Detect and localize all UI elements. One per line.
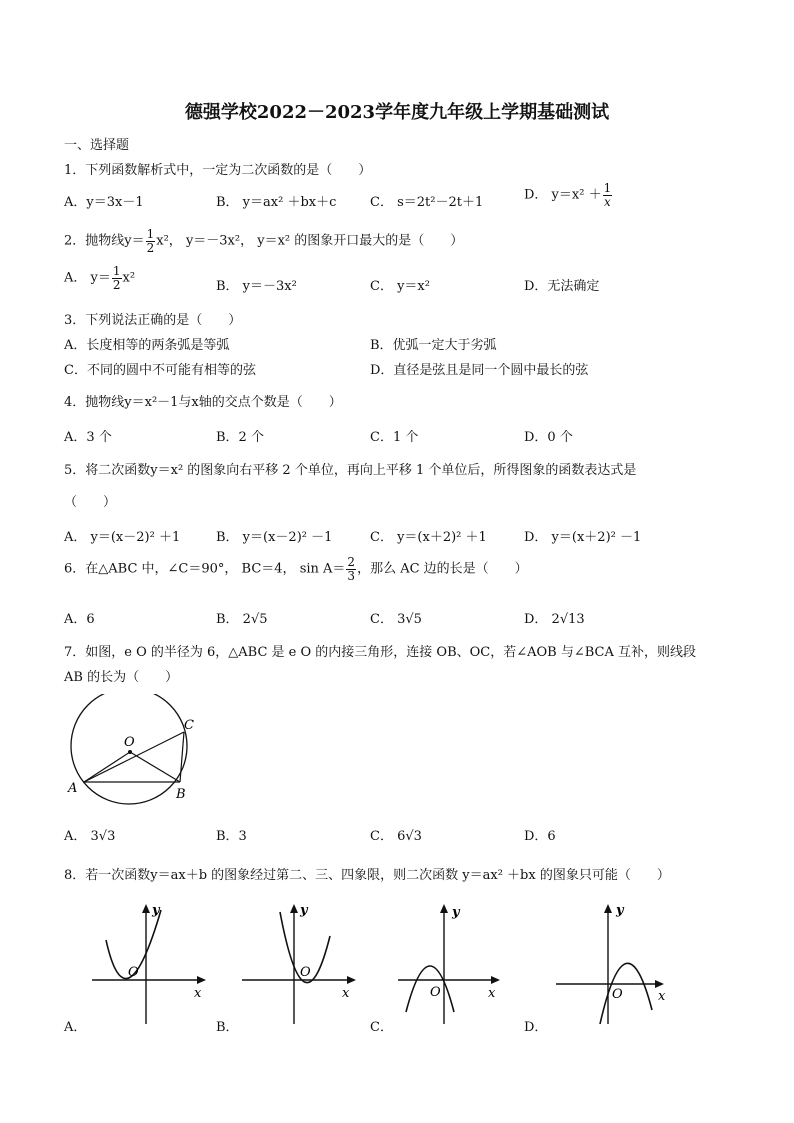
axis-y-label: y (152, 903, 160, 918)
q4-option-d: D．0 个 (524, 430, 573, 445)
section-heading: 一、选择题 (64, 138, 130, 153)
q8-graph-a (88, 900, 212, 1030)
q1-option-b: B． y＝ax² ＋bx＋c (216, 195, 337, 210)
axis-y-label: y (452, 905, 460, 920)
q3-option-b: B．优弧一定大于劣弧 (370, 338, 497, 353)
q8-graph-d (552, 900, 676, 1030)
q7-stem-line2: AB 的长为（ ） (64, 670, 179, 685)
q8-graph-c (394, 900, 518, 1030)
origin-label: O (612, 987, 623, 1002)
center-dot (128, 750, 132, 754)
q8-option-d: D． (524, 1020, 548, 1035)
q1-option-a: A．y＝3x－1 (64, 195, 144, 210)
origin-label: O (430, 985, 441, 1000)
q1-stem: 1．下列函数解析式中，一定为二次函数的是（ ） (64, 163, 372, 178)
q7-option-a: A． 3√3 (64, 829, 116, 844)
axis-x-label: x (488, 986, 496, 1001)
q4-stem: 4．抛物线y＝x²－1与x轴的交点个数是（ ） (64, 395, 342, 410)
q3-stem: 3．下列说法正确的是（ ） (64, 313, 242, 328)
axis-y-label: y (300, 903, 308, 918)
q5-option-a: A． y＝(x－2)² ＋1 (64, 530, 181, 545)
q3-option-d: D．直径是弦且是同一个圆中最长的弦 (370, 363, 589, 378)
q5-option-b: B． y＝(x－2)² －1 (216, 530, 333, 545)
q6-stem: 6．在△ABC 中，∠C＝90°， BC＝4， sin A＝ $\frac{2}{3}$ ，那么 AC 边的长是（ ） (64, 555, 528, 583)
q2-option-d: D．无法确定 (524, 279, 600, 294)
label-c: C (184, 718, 194, 733)
axis-y-label: y (616, 903, 624, 918)
q6-option-b: B． 2√5 (216, 612, 268, 627)
q6-option-c: C． 3√5 (370, 612, 422, 627)
q4-option-c: C．1 个 (370, 430, 419, 445)
q8-option-a: A． (64, 1020, 87, 1035)
q2-option-a: A． y＝ $\frac{1}{2}$ x² (64, 264, 136, 292)
axis-x-label: x (194, 986, 202, 1001)
q4-option-b: B．2 个 (216, 430, 264, 445)
q2-option-c: C． y＝x² (370, 279, 430, 294)
axis-x-label: x (342, 986, 350, 1001)
q5-answer-paren: （ ） (64, 495, 117, 510)
origin-label: O (300, 965, 311, 980)
q5-option-c: C． y＝(x＋2)² ＋1 (370, 530, 487, 545)
q7-option-c: C． 6√3 (370, 829, 422, 844)
label-o: O (124, 735, 135, 750)
q4-option-a: A．3 个 (64, 430, 112, 445)
q6-option-d: D． 2√13 (524, 612, 585, 627)
q3-option-c: C．不同的圆中不可能有相等的弦 (64, 363, 256, 378)
q7-option-b: B．3 (216, 829, 247, 844)
q1-option-d: D． y＝x² ＋ $\frac{1}{x}$ (524, 181, 612, 209)
q5-option-d: D． y＝(x＋2)² －1 (524, 530, 642, 545)
q2-stem: 2．抛物线y＝ $\frac{1}{2}$ x²， y＝－3x²， y＝x² 的图象开口最大的是（ ） (64, 227, 464, 255)
axis-x-label: x (658, 989, 666, 1004)
segment-ao (84, 752, 130, 782)
origin-label: O (128, 965, 139, 980)
q2-option-b: B． y＝－3x² (216, 279, 297, 294)
q6-option-a: A．6 (64, 612, 95, 627)
q8-option-c: C． (370, 1020, 393, 1035)
label-b: B (176, 787, 186, 802)
segment-bc (180, 732, 184, 782)
q7-circle-figure (62, 694, 212, 806)
q7-stem-line1: 7．如图，e O 的半径为 6，△ABC 是 e O 的内接三角形，连接 OB、OC，若∠AOB 与∠BCA 互补，则线段 (64, 645, 697, 660)
label-a: A (68, 781, 78, 796)
q1-option-c: C． s＝2t²－2t＋1 (370, 195, 484, 210)
q8-stem: 8．若一次函数y＝ax＋b 的图象经过第二、三、四象限，则二次函数 y＝ax² ＋bx 的图象只可能（ ） (64, 868, 670, 883)
segment-ob (130, 752, 180, 782)
page-title: 德强学校2022－2023学年度九年级上学期基础测试 (184, 102, 610, 123)
q5-stem: 5．将二次函数y＝x² 的图象向右平移 2 个单位，再向上平移 1 个单位后，所得图象的函数表达式是 (64, 463, 637, 478)
q3-option-a: A．长度相等的两条弧是等弧 (64, 338, 230, 353)
q7-option-d: D．6 (524, 829, 556, 844)
q8-option-b: B． (216, 1020, 239, 1035)
q8-graph-b (238, 900, 362, 1030)
